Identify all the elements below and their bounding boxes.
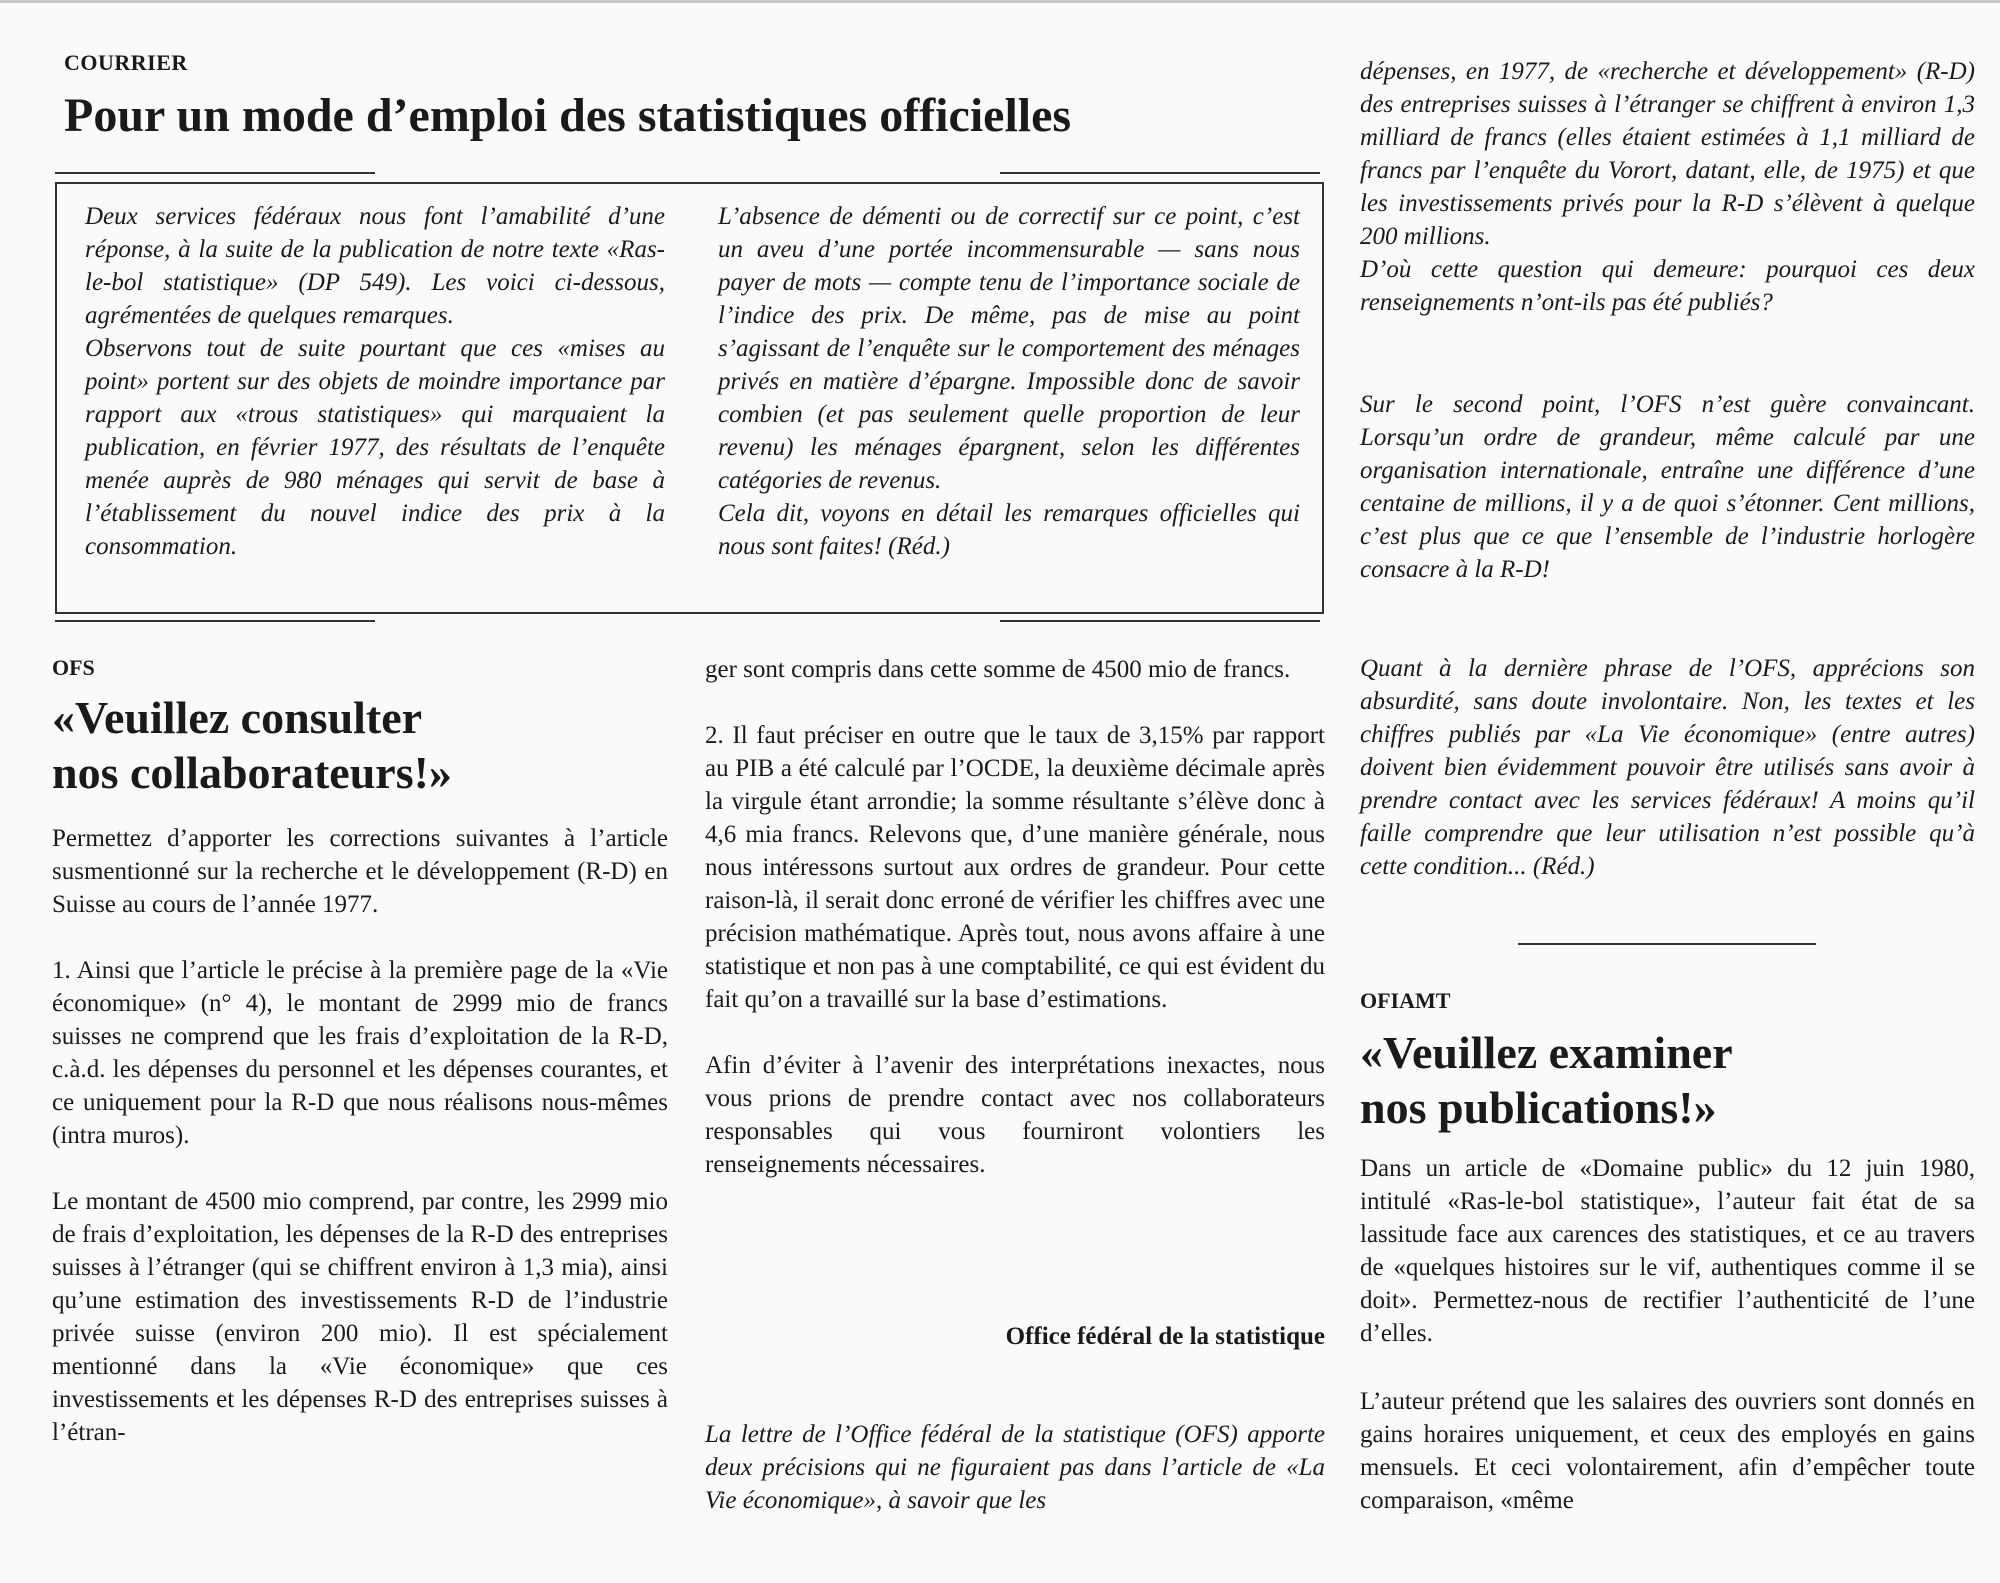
page-title: Pour un mode d’emploi des statistiques officielles — [64, 89, 1072, 142]
ofs-column-1 — [52, 822, 668, 1449]
ofs-headline-line: «Veuillez consulter — [52, 692, 423, 743]
intro-bottom-rule-right — [1000, 620, 1320, 622]
ofs-headline — [52, 690, 452, 800]
ofs-paragraph: Permettez d’apporter les corrections suivantes à l’article susmentionné sur la recherche et le développement (R-D) en Suisse au cours de l’année 1977. — [52, 825, 668, 918]
intro-column-1 — [85, 200, 665, 563]
intro-top-rule-right — [1000, 172, 1320, 174]
right-paragraph: D’où cette question qui demeure: pourquoi ces deux renseignements n’ont-ils pas été publiés? — [1360, 256, 1975, 316]
right-column-continuation — [1360, 55, 1975, 319]
intro-paragraph: Deux services fédéraux nous font l’amabilité d’une réponse, à la suite de la publication de notre texte «Ras-le-bol statistique» (DP 549). Les voici ci-dessous, agrémentées de quelques remarques. — [85, 203, 665, 329]
scan-top-edge — [0, 0, 2000, 3]
ofs-paragraph: ger sont compris dans cette somme de 4500 mio de francs. — [705, 656, 1291, 683]
intro-paragraph: L’absence de démenti ou de correctif sur ce point, c’est un aveu d’une portée incommensurable — sans nous payer de mots — compte tenu de l’importance sociale de l’indice des prix. De même, pas de mise au point s’agissant de l’enquête sur le comportement des ménages privés en matière d’épargne. Impossible donc de savoir combien (et pas seulement quelle proportion de leur revenu) les ménages épargnent, selon les différentes catégories de revenus. — [718, 203, 1300, 494]
intro-column-2 — [718, 200, 1300, 563]
right-paragraph-2: Sur le second point, l’OFS n’est guère convaincant. Lorsqu’un ordre de grandeur, même calculé par une organisation internationale, entraîne une différence d’une centaine de millions, il y a de quoi s’étonner. Cent millions, c’est plus que ce que l’ensemble de l’industrie horlogère consacre à la R-D! — [1360, 391, 1975, 583]
right-paragraph: dépenses, en 1977, de «recherche et développement» (R-D) des entreprises suisses à l’étranger se chiffrent à environ 1,3 milliard de francs (elles étaient estimées à 1,1 milliard de francs par l’enquête du Vorort, datant, elle, de 1975) et que les investissements privés pour la R-D s’élèvent à quelque 200 millions. — [1360, 58, 1975, 250]
ofiamt-headline-line: «Veuillez examiner — [1360, 1027, 1733, 1078]
editor-note-start: La lettre de l’Office fédéral de la statistique (OFS) apporte deux précisions qui ne figuraient pas dans l’article de «La Vie économique», à savoir que les — [705, 1421, 1325, 1514]
ofs-kicker: OFS — [52, 655, 95, 680]
ofiamt-kicker: OFIAMT — [1360, 988, 1451, 1013]
ofs-paragraph: 1. Ainsi que l’article le précise à la première page de la «Vie économique» (n° 4), le montant de 2999 mio de francs suisses ne comprend que les frais d’exploitation de la R-D, c.à.d. les dépenses du personnel et les dépenses courantes, et ce uniquement pour la R-D que nous réalisons nous-mêmes (intra muros). — [52, 957, 668, 1149]
ofs-paragraph: 2. Il faut préciser en outre que le taux de 3,15% par rapport au PIB a été calculé par l’OCDE, la deuxième décimale après la virgule étant arrondie; la somme résultante s’élève donc à 4,6 mia francs. Relevons que, d’une manière générale, nous nous intéressons surtout aux ordres de grandeur. Pour cette raison-là, il serait donc erroné de vérifier les chiffres avec une précision mathématique. Après tout, nous avons affaire à une statistique et non pas à une comptabilité, ce qui est évident du fait qu’on a travaillé sur la base d’estimations. — [705, 722, 1325, 1013]
ofiamt-headline — [1360, 1025, 1733, 1135]
ofs-signature: Office fédéral de la statistique — [1005, 1323, 1325, 1350]
intro-paragraph: Observons tout de suite pourtant que ces «mises au point» portent sur des objets de moindre importance par rapport aux «trous statistiques» qui marquaient la publication, en février 1977, des résultats de l’enquête menée auprès de 980 ménages qui servit de base à l’établissement du nouvel indice des prix à la consommation. — [85, 335, 665, 560]
intro-bottom-rule-left — [55, 620, 375, 622]
intro-paragraph: Cela dit, voyons en détail les remarques officielles qui nous sont faites! (Réd.) — [718, 500, 1300, 560]
ofiamt-paragraph-2: L’auteur prétend que les salaires des ouvriers sont donnés en gains horaires uniquement, et ceux des employés en gains mensuels. Et ceci volontairement, afin d’empêcher toute comparaison, «même — [1360, 1388, 1975, 1514]
ofiamt-headline-line: nos publications!» — [1360, 1082, 1717, 1133]
section-divider — [1518, 943, 1816, 945]
right-paragraph-3: Quant à la dernière phrase de l’OFS, apprécions son absurdité, sans doute involontaire. Non, les textes et les chiffres publiés par «La Vie économique» (entre autres) doivent bien évidemment pouvoir être utilisés sans avoir à prendre contact avec les services fédéraux! A moins qu’il faille comprendre que leur utilisation n’est possible qu’à cette condition... (Réd.) — [1360, 655, 1975, 880]
ofs-paragraph: Afin d’éviter à l’avenir des interprétations inexactes, nous vous prions de prendre contact avec nos collaborateurs responsables qui vous fourniront volontiers les renseignements nécessaires. — [705, 1052, 1325, 1178]
ofs-column-2 — [705, 653, 1325, 1181]
intro-top-rule-left — [55, 172, 375, 174]
ofiamt-paragraph-1: Dans un article de «Domaine public» du 12 juin 1980, intitulé «Ras-le-bol statistique», l’auteur fait état de sa lassitude face aux carences des statistiques, et ce au travers de «quelques histoires sur le vif, authentiques comme il se doit». Permettez-nous de rectifier l’authenticité de l’une d’elles. — [1360, 1155, 1975, 1347]
ofs-headline-line: nos collaborateurs!» — [52, 747, 452, 798]
ofs-paragraph: Le montant de 4500 mio comprend, par contre, les 2999 mio de frais d’exploitation, les dépenses de la R-D des entreprises suisses à l’étranger (qui se chiffrent environ à 1,3 mia), ainsi qu’une estimation des investissements R-D de l’industrie privée suisse (environ 200 mio). Il est spécialement mentionné dans la «Vie économique» que ces investissements et les dépenses R-D des entreprises suisses à l’étran- — [52, 1188, 668, 1446]
section-kicker: COURRIER — [64, 50, 188, 75]
